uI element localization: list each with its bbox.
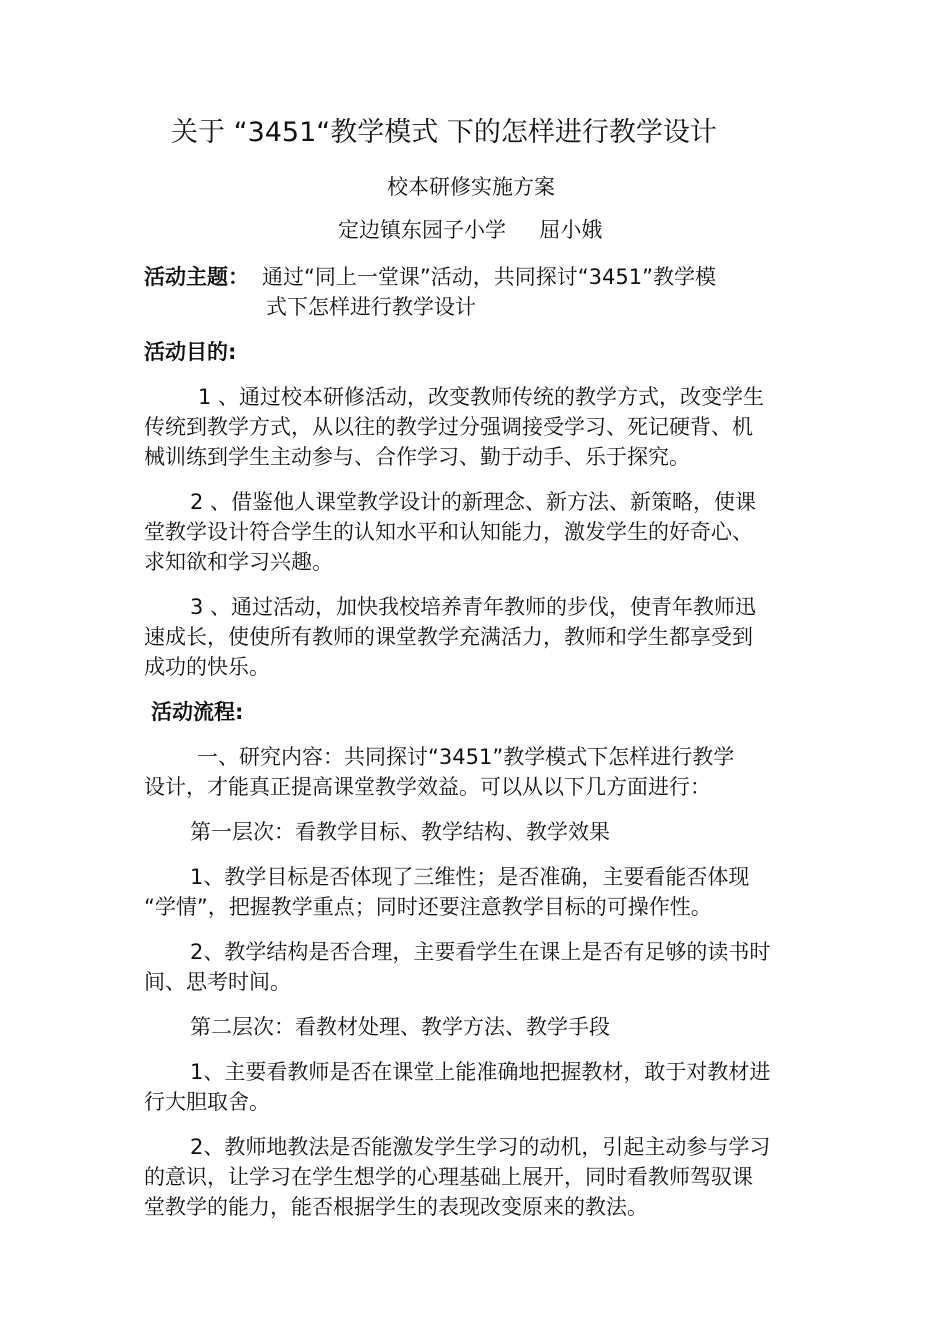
purpose-p3-line-2: 速成长，使使所有教师的课堂教学充满活力，教师和学生都享受到 [144,625,753,649]
purpose-p3-line-1: 3 、通过活动，加快我校培养青年教师的步伐，使青年教师迅 [190,595,757,619]
process-intro-line-2: 设计，才能真正提高课堂教学效益。可以从以下几方面进行： [144,775,711,799]
level-2-item-2-line-1: 2、教师地教法是否能激发学生学习的动机，引起主动参与学习 [190,1135,771,1159]
theme-label: 活动主题： [144,265,249,289]
purpose-p2-line-3: 求知欲和学习兴趣。 [144,550,333,574]
level-1-item-1-line-1: 1、教学目标是否体现了三维性；是否准确，主要看能否体现 [190,865,750,889]
level-2-item-2-line-3: 堂教学的能力，能否根据学生的表现改变原来的教法。 [144,1195,648,1219]
theme-line-2: 式下怎样进行教学设计 [266,295,476,319]
purpose-p3-line-3: 成功的快乐。 [144,655,270,679]
purpose-p2-line-2: 堂教学设计符合学生的认知水平和认知能力，激发学生的好奇心、 [144,520,753,544]
document-title: 关于 “3451“教学模式 下的怎样进行教学设计 [171,117,717,148]
level-1-item-2-line-2: 间、思考时间。 [144,970,291,994]
purpose-p1-line-1: 1 、通过校本研修活动，改变教师传统的教学方式，改变学生 [198,385,765,409]
level-2-item-1-line-2: 行大胆取舍。 [144,1090,270,1114]
level-2-heading: 第二层次：看教材处理、教学方法、教学手段 [190,1015,610,1039]
level-1-item-2-line-1: 2、教学结构是否合理，主要看学生在课上是否有足够的读书时 [190,940,771,964]
document-subtitle: 校本研修实施方案 [387,175,555,199]
purpose-label: 活动目的: [144,340,237,364]
purpose-p2-line-1: 2 、借鉴他人课堂教学设计的新理念、新方法、新策略，使课 [190,490,757,514]
theme-line-1: 通过“同上一堂课”活动，共同探讨“3451”教学模 [262,265,716,289]
process-label: 活动流程: [151,700,244,724]
purpose-p1-line-3: 械训练到学生主动参与、合作学习、勤于动手、乐于探究。 [144,445,690,469]
process-intro-line-1: 一、研究内容：共同探讨“3451”教学模式下怎样进行教学 [197,745,735,769]
level-2-item-2-line-2: 的意识，让学习在学生想学的心理基础上展开，同时看教师驾驭课 [144,1165,753,1189]
author-line: 定边镇东园子小学 屈小娥 [338,218,603,242]
level-2-item-1-line-1: 1、主要看教师是否在课堂上能准确地把握教材，敢于对教材进 [190,1060,771,1084]
level-1-item-1-line-2: “学情”，把握教学重点；同时还要注意教学目标的可操作性。 [144,895,712,919]
purpose-p1-line-2: 传统到教学方式，从以往的教学过分强调接受学习、死记硬背、机 [144,415,753,439]
level-1-heading: 第一层次：看教学目标、教学结构、教学效果 [190,820,610,844]
